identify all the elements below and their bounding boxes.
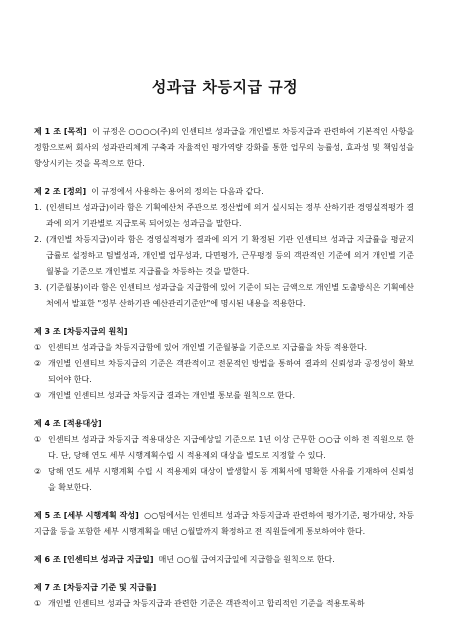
article-1-paragraph	[34, 124, 414, 172]
article-text: 이 규정은 ○○○○(주)의 인센티브 성과급을 개인별로 차등지급과 관련하여 기본적인 사항을 정함으로써 회사의 성과관리체계 구축과 자율적인 평가역량 강화를 통한 업무의 능률성, 효과성 및 책임성을 향상시키는 것을 목적으로 한다.	[34, 127, 414, 168]
list-item-text: 개인별 인센티브 성과급 차등지급 결과는 개인별 통보를 원칙으로 한다.	[48, 391, 295, 400]
article-2-paragraph	[34, 184, 414, 200]
list-marker: ③	[34, 391, 42, 400]
article-1	[34, 124, 414, 172]
list-marker: 3.	[34, 283, 42, 292]
article-text: 매년 ○○월 급여지급일에 지급함을 원칙으로 한다.	[158, 555, 335, 564]
document-body	[34, 124, 414, 624]
document-title: 성과급 차등지급 규정	[151, 78, 299, 96]
list-item-text: (인센티브 성과급)이라 함은 기획예산처 주관으로 정산법에 의거 실시되는 정부 산하기관 경영실적평가 결과에 의거 기관별로 지급토록 되어있는 성과금을 말한다.	[46, 203, 414, 228]
list-item-text: 개인별 인센티브 차등지급의 기준은 객관적이고 전문적인 방법을 통하여 결과의 신뢰성과 공정성이 확보되어야 한다.	[48, 359, 414, 384]
article-text: ○○팀에서는 인센티브 성과급 차등지급과 관련하여 평가기준, 평가대상, 차등지급율 등을 포함한 세부 시행계획을 매년 ○월말까지 확정하고 전 직원들에게 통보하여야 한다.	[34, 511, 414, 536]
list-item-text: 인센티브 성과급을 차등지급함에 있어 개인별 기준월봉을 기준으로 지급률을 차등 적용한다.	[48, 343, 368, 352]
list-item-text: (기준월봉)이라 함은 인센티브 성과급을 지급함에 있어 기준이 되는 금액으로 개인별 도출방식은 기획예산처에서 발표한 "정부 산하기관 예산관리기준안"에 명시된 내용을 적용한다.	[46, 283, 414, 308]
list-item	[34, 432, 414, 464]
list-item	[34, 388, 414, 404]
list-item	[34, 280, 414, 312]
list-item	[34, 596, 414, 612]
article-heading: 제 4 조 [적용대상]	[34, 419, 102, 428]
list-marker: ①	[34, 343, 42, 352]
article-4	[34, 416, 414, 496]
list-marker: ①	[34, 435, 42, 444]
list-item	[34, 232, 414, 280]
list-marker: 1.	[34, 203, 42, 212]
article-heading: 제 1 조 [목적]	[34, 127, 87, 136]
list-item	[34, 356, 414, 388]
article-heading: 제 6 조 [인센티브 성과급 지급일]	[34, 555, 154, 564]
list-item-text: 당해 연도 세부 시행계획 수립 시 적용제외 대상이 발생할시 동 계획서에 명확한 사유를 기재하여 신뢰성을 확보한다.	[48, 467, 414, 492]
list-item	[34, 200, 414, 232]
list-marker: ②	[34, 467, 42, 476]
list-item	[34, 464, 414, 496]
list-item-text: 인센티브 성과급 차등지급 적용대상은 지급예상일 기준으로 1년 이상 근무한 ○○급 이하 전 직원으로 한다. 단, 당해 연도 세부 시행계획수립 시 적용제외 대상을 별도로 지정할 수 있다.	[48, 435, 414, 460]
article-7	[34, 580, 414, 612]
article-heading: 제 2 조 [정의]	[34, 187, 87, 196]
article-heading: 제 5 조 [세부 시행계획 작성]	[34, 511, 139, 520]
article-3	[34, 324, 414, 404]
list-item-text: (개인별 차등지급)이라 함은 경영실적평가 결과에 의거 기 확정된 기관 인센티브 성과급 지급률을 평균지급률로 설정하고 팀별성과, 개인별 업무성과, 다면평가, 근무평정 등의 객관적인 기준에 의거 개인별 기준월봉을 기준으로 개인별로 지급률을 차등하는 것을 말한다.	[46, 235, 414, 276]
article-5-paragraph	[34, 508, 414, 540]
list-item-text: 개인별 인센티브 성과급 차등지급과 관련한 기준은 객관적이고 합리적인 기준을 적용토록하	[48, 599, 365, 608]
article-heading: 제 3 조 [차등지급의 원칙]	[34, 327, 128, 336]
list-marker: ①	[34, 599, 42, 608]
article-6-paragraph	[34, 552, 414, 568]
list-marker: 2.	[34, 235, 42, 244]
article-text: 이 규정에서 사용하는 용어의 정의는 다음과 같다.	[91, 187, 264, 196]
article-6	[34, 552, 414, 568]
list-marker: ②	[34, 359, 42, 368]
article-5	[34, 508, 414, 540]
article-heading: 제 7 조 [차등지급 기준 및 지급률]	[34, 583, 157, 592]
article-2	[34, 184, 414, 312]
list-item	[34, 340, 414, 356]
